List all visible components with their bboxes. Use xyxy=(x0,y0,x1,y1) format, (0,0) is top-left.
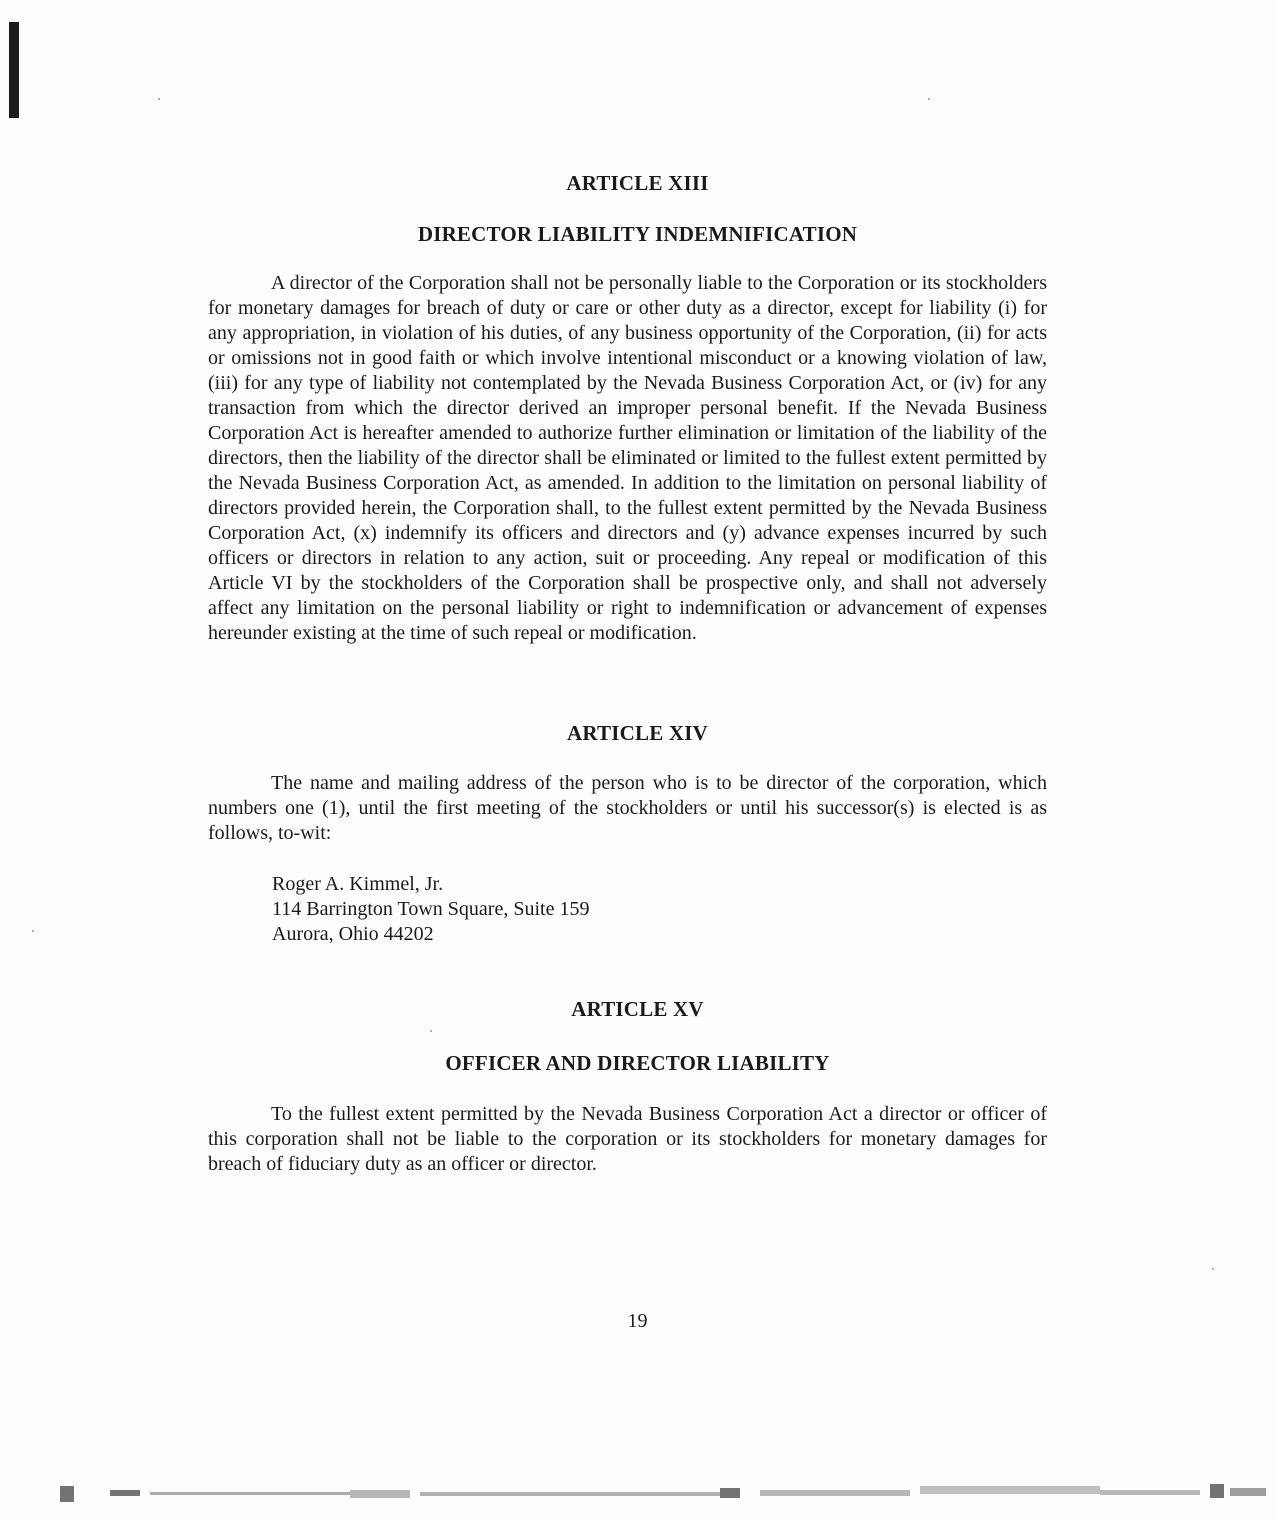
scan-edge-mark xyxy=(9,22,19,118)
scan-speck xyxy=(158,98,160,100)
director-city: Aurora, Ohio 44202 xyxy=(272,923,434,945)
page-number: 19 xyxy=(627,1310,648,1332)
director-name: Roger A. Kimmel, Jr. xyxy=(272,873,444,895)
director-address-block xyxy=(272,872,589,947)
scan-bottom-edge-noise xyxy=(40,1478,1270,1508)
scan-speck xyxy=(32,930,34,932)
scan-speck xyxy=(928,98,930,100)
article-15-paragraph: To the fullest extent permitted by the Nevada Business Corporation Act a director or officer of this corporation shall not be liable to the corporation or its stockholders for monetary damages for breach of fiduciary duty as an officer or director. xyxy=(208,1103,1047,1175)
scan-speck xyxy=(430,1030,432,1032)
article-15-number: ARTICLE XV xyxy=(571,997,704,1021)
article-13-title: DIRECTOR LIABILITY INDEMNIFICATION xyxy=(417,222,858,246)
article-14-number: ARTICLE XIV xyxy=(567,721,708,745)
article-15-title: OFFICER AND DIRECTOR LIABILITY xyxy=(445,1051,830,1075)
article-13-paragraph: A director of the Corporation shall not be personally liable to the Corporation or its stockholders for monetary damages for breach of duty or care or other duty as a director, except for liability (i) for any appropriation, in violation of his duties, of any business opportunity of the Corporation, (ii) for acts or omissions not in good faith or which involve intentional misconduct or a knowing violation of law, (iii) for any type of liability not contemplated by the Nevada Business Corporation Act, or (iv) for any transaction from which the director derived an improper personal benefit. If the Nevada Business Corporation Act is hereafter amended to authorize further elimination or limitation of the liability of the directors, then the liability of the director shall be eliminated or limited to the fullest extent permitted by the Nevada Business Corporation Act, as amended. In addition to the limitation on personal liability of directors provided herein, the Corporation shall, to the fullest extent permitted by the Nevada Business Corporation Act, (x) indemnify its officers and directors and (y) advance expenses incurred by such officers or directors in relation to any action, suit or proceeding. Any repeal or modification of this Article VI by the stockholders of the Corporation shall be prospective only, and shall not adversely affect any limitation on the personal liability or right to indemnification or advancement of expenses hereunder existing at the time of such repeal or modification. xyxy=(208,272,1047,644)
article-13-number: ARTICLE XIII xyxy=(566,171,709,195)
director-street: 114 Barrington Town Square, Suite 159 xyxy=(272,898,590,920)
scan-speck xyxy=(1212,1268,1214,1270)
article-14-paragraph: The name and mailing address of the person who is to be director of the corporation, which numbers one (1), until the first meeting of the stockholders or until his successor(s) is elected is as follows, to-wit: xyxy=(208,772,1047,844)
